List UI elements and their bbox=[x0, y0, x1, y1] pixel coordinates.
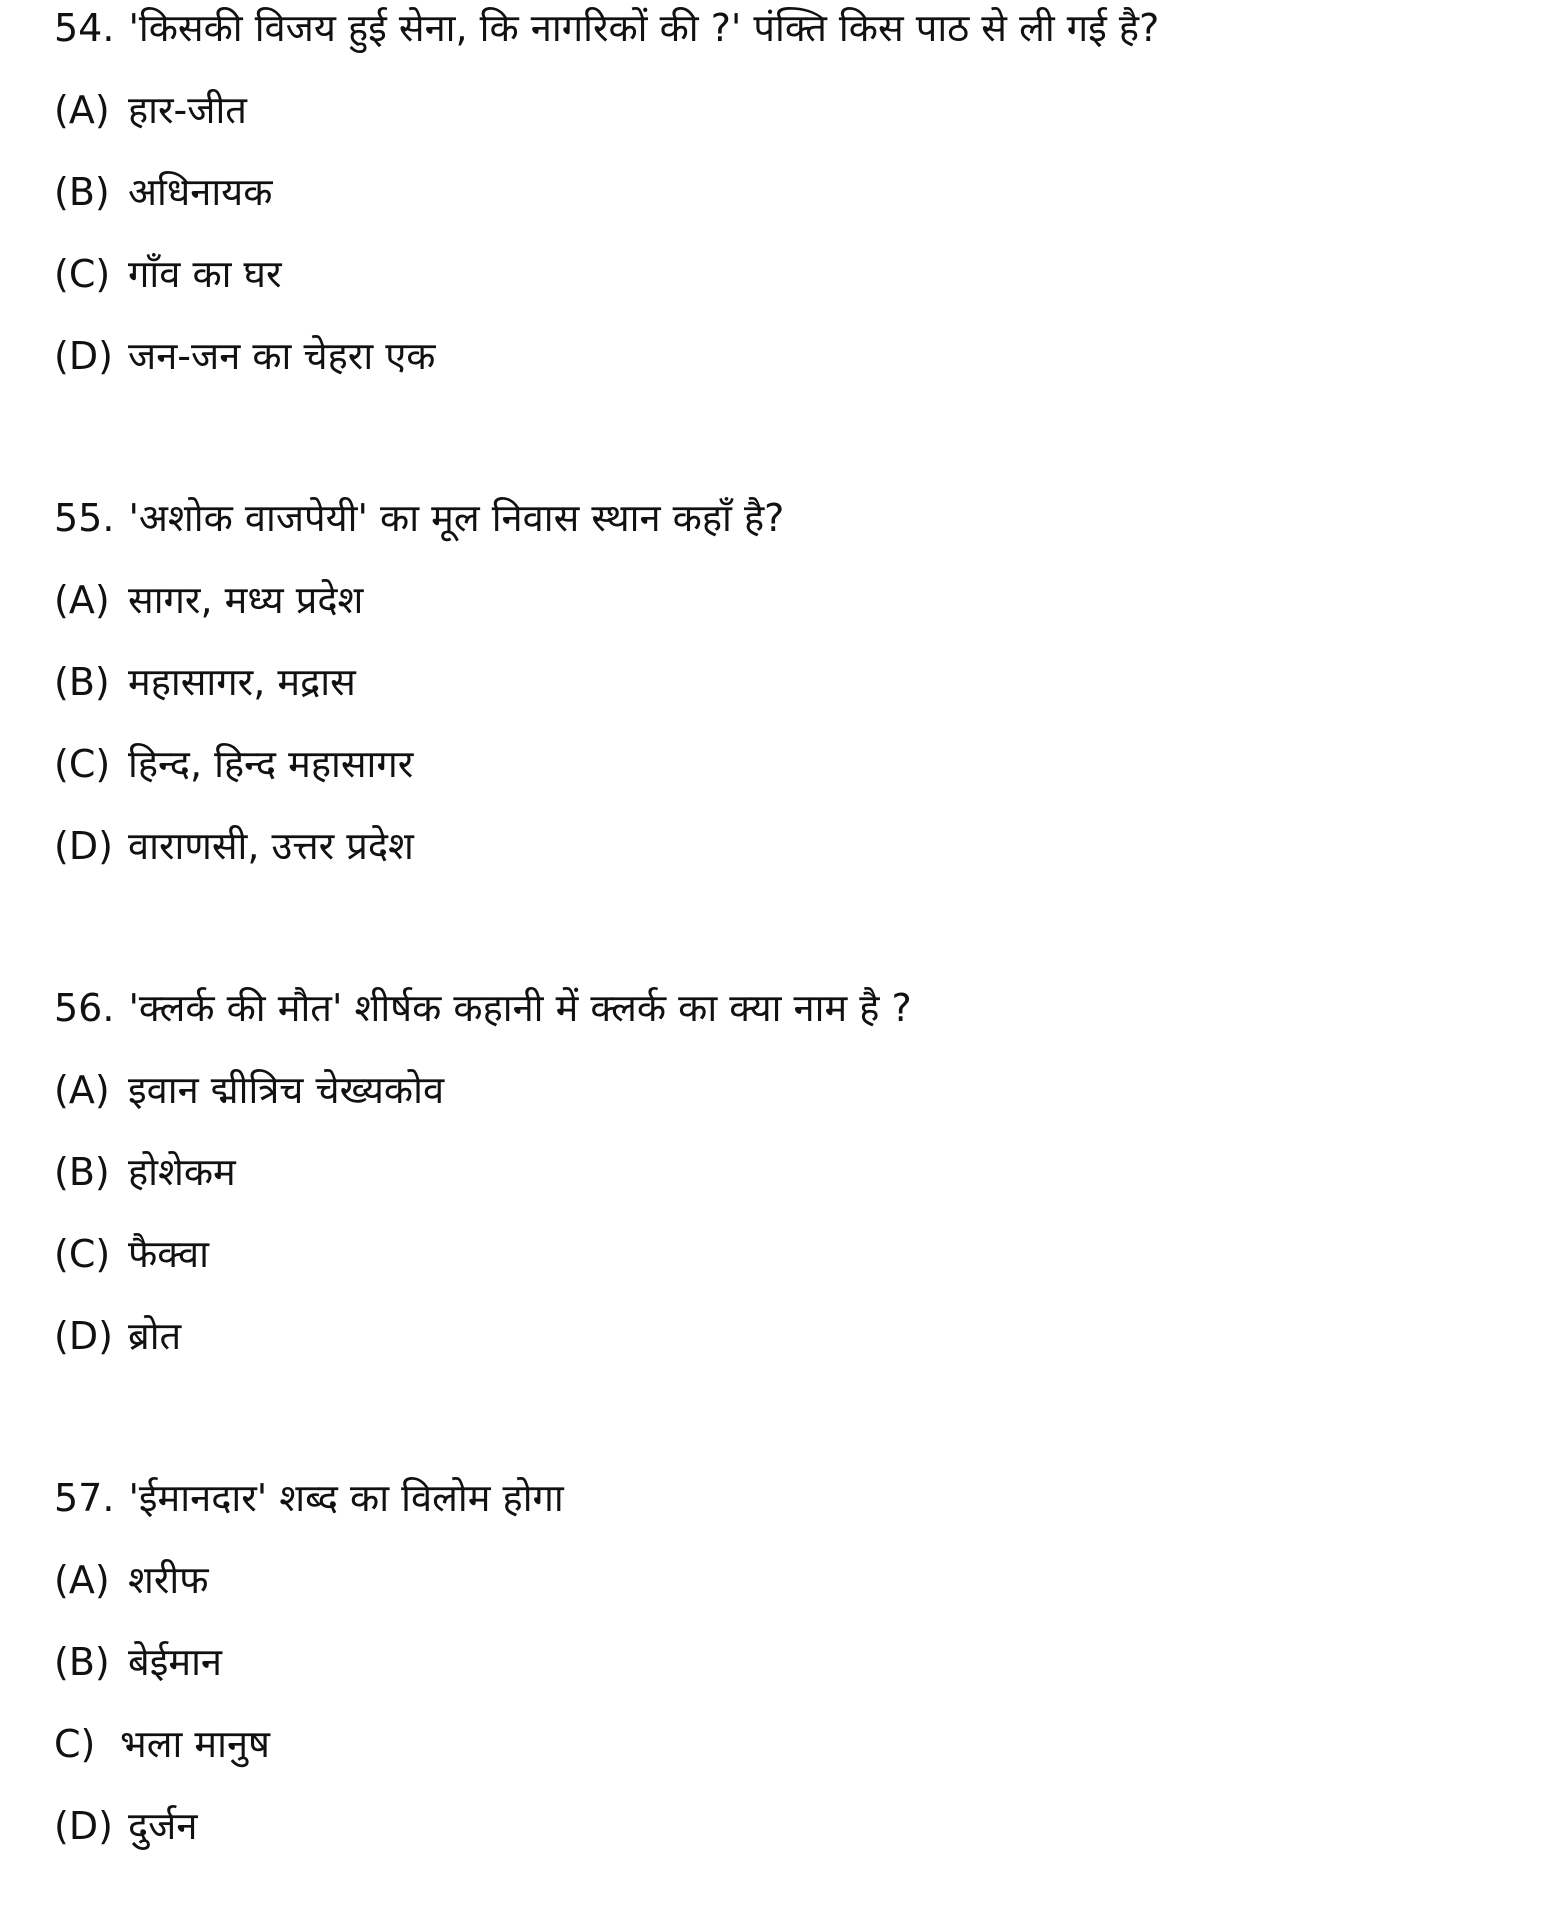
option-label: (D) bbox=[54, 824, 113, 868]
option-text: इवान द्मीत्रिच चेख्यकोव bbox=[128, 1068, 445, 1112]
question-57 bbox=[54, 1470, 1494, 1880]
question-54 bbox=[54, 0, 1494, 410]
option-d bbox=[54, 1798, 1494, 1880]
option-label: (B) bbox=[54, 1640, 110, 1684]
option-d bbox=[54, 818, 1494, 900]
option-label: (C) bbox=[54, 1232, 111, 1276]
option-b bbox=[54, 1634, 1494, 1716]
option-text: महासागर, मद्रास bbox=[128, 660, 356, 704]
option-label: (D) bbox=[54, 1804, 113, 1848]
question-number: 55. bbox=[54, 496, 115, 540]
question-number: 56. bbox=[54, 986, 115, 1030]
option-text: जन-जन का चेहरा एक bbox=[128, 334, 436, 378]
option-text: हार-जीत bbox=[128, 88, 247, 132]
option-text: होशेकम bbox=[128, 1150, 236, 1194]
question-text-line bbox=[54, 0, 1494, 82]
question-text-line bbox=[54, 1470, 1494, 1552]
question-text: 'किसकी विजय हुई सेना, कि नागरिकों की ?' पंक्ति किस पाठ से ली गई है? bbox=[128, 6, 1160, 50]
option-text: वाराणसी, उत्तर प्रदेश bbox=[128, 824, 414, 868]
option-b bbox=[54, 164, 1494, 246]
option-label: (B) bbox=[54, 1150, 110, 1194]
option-label: (D) bbox=[54, 334, 113, 378]
question-56 bbox=[54, 980, 1494, 1390]
option-text: बेईमान bbox=[128, 1640, 223, 1684]
option-label: C) bbox=[54, 1722, 96, 1766]
option-label: (B) bbox=[54, 660, 110, 704]
question-text-line bbox=[54, 490, 1494, 572]
option-label: (C) bbox=[54, 252, 111, 296]
option-d bbox=[54, 328, 1494, 410]
option-text: भला मानुष bbox=[120, 1722, 271, 1766]
option-text: ब्रोत bbox=[128, 1314, 182, 1358]
option-c bbox=[54, 1716, 1494, 1798]
option-label: (A) bbox=[54, 578, 110, 622]
option-label: (C) bbox=[54, 742, 111, 786]
option-label: (A) bbox=[54, 1068, 110, 1112]
option-label: (A) bbox=[54, 1558, 110, 1602]
question-text: 'क्लर्क की मौत' शीर्षक कहानी में क्लर्क का क्या नाम है ? bbox=[128, 986, 912, 1030]
question-text-line bbox=[54, 980, 1494, 1062]
option-a bbox=[54, 572, 1494, 654]
question-text: 'अशोक वाजपेयी' का मूल निवास स्थान कहाँ है? bbox=[128, 496, 785, 540]
question-text: 'ईमानदार' शब्द का विलोम होगा bbox=[128, 1476, 564, 1520]
option-label: (D) bbox=[54, 1314, 113, 1358]
option-a bbox=[54, 1552, 1494, 1634]
option-text: हिन्द, हिन्द महासागर bbox=[128, 742, 414, 786]
option-text: फैक्वा bbox=[128, 1232, 209, 1276]
option-text: दुर्जन bbox=[128, 1804, 198, 1848]
option-text: अधिनायक bbox=[128, 170, 273, 214]
option-text: सागर, मध्य प्रदेश bbox=[128, 578, 364, 622]
option-a bbox=[54, 82, 1494, 164]
option-label: (B) bbox=[54, 170, 110, 214]
option-c bbox=[54, 736, 1494, 818]
option-c bbox=[54, 1226, 1494, 1308]
option-b bbox=[54, 654, 1494, 736]
option-a bbox=[54, 1062, 1494, 1144]
question-number: 54. bbox=[54, 6, 115, 50]
option-d bbox=[54, 1308, 1494, 1390]
option-label: (A) bbox=[54, 88, 110, 132]
option-text: गाँव का घर bbox=[128, 252, 282, 296]
option-text: शरीफ bbox=[128, 1558, 209, 1602]
question-55 bbox=[54, 490, 1494, 900]
option-b bbox=[54, 1144, 1494, 1226]
option-c bbox=[54, 246, 1494, 328]
question-number: 57. bbox=[54, 1476, 115, 1520]
